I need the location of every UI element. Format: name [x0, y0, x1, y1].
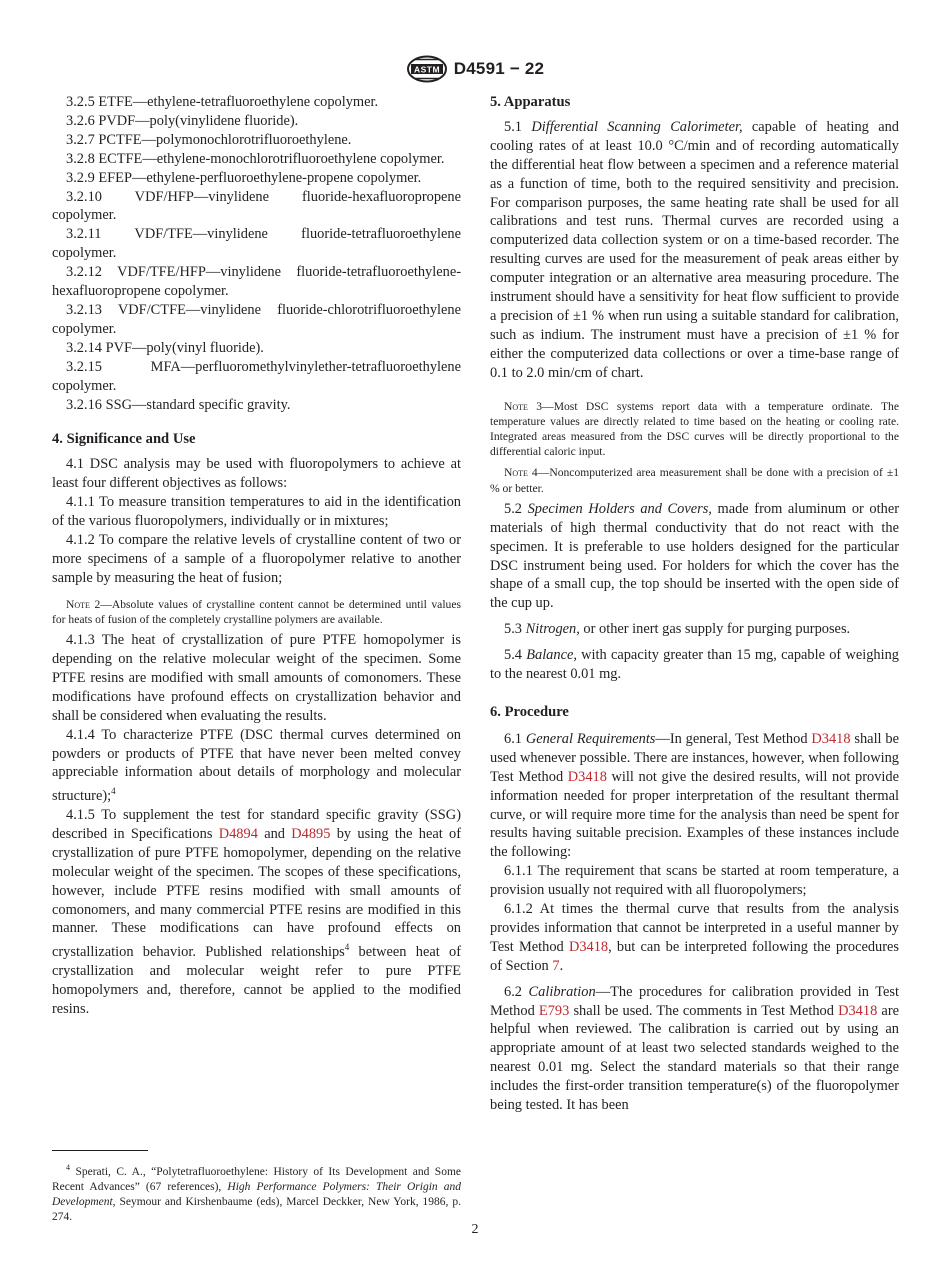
- paragraph-4-1-2: 4.1.2 To compare the relative levels of crystalline content of two or more specimens of a sample of a fluoropolymer relative to another sample by measuring the heat of fusion;: [52, 531, 461, 586]
- definition-3-2-10: 3.2.10 VDF/HFP—vinylidene fluoride-hexafluoropropene copolymer.: [52, 188, 461, 224]
- link-d4895[interactable]: D4895: [291, 825, 331, 842]
- section-4-heading: 4. Significance and Use: [52, 431, 196, 448]
- paragraph-5-3: [490, 620, 899, 639]
- link-d3418[interactable]: D3418: [838, 1002, 878, 1019]
- footnote-ref: 4: [344, 942, 350, 953]
- definition-3-2-15: 3.2.15 MFA—perfluoromethylvinylether-tetrafluoroethylene copolymer.: [52, 358, 461, 394]
- note-2-label: Note 2: [66, 597, 101, 611]
- paragraph-text-3: are helpful when reviewed. The calibration is carried out by using an appropriate amount of at least two selected standards weighed to the nearest 0.01 mg. Select the standard materials so that their range includes the first-order transition temperature(s) of the fluoropolymer being tested. It has been: [490, 1002, 899, 1114]
- paragraph-number: 5.4: [504, 647, 527, 664]
- spacer: [490, 976, 899, 983]
- paragraph-text: 6.1.2 At times the thermal curve that results from the analysis provides information that cannot be interpreted in a useful manner by Test Method: [490, 901, 899, 955]
- term: Nitrogen,: [525, 621, 580, 638]
- footnote-ref: 4: [111, 786, 116, 797]
- footnote-title: High Performance Polymers: Their Origin and Development: [52, 1181, 461, 1209]
- and-text: and: [257, 825, 292, 842]
- page-header: [0, 54, 950, 84]
- paragraph-text-2: shall be used. The comments in Test Method: [569, 1002, 839, 1019]
- paragraph-6-1-1: 6.1.1 The requirement that scans be started at room temperature, a provision usually not required with all fluoropolymers;: [490, 863, 899, 899]
- paragraph-number: 6.1: [504, 730, 526, 747]
- paragraph-4-1-5: [52, 806, 461, 1019]
- definition-3-2-11: 3.2.11 VDF/TFE—vinylidene fluoride-tetrafluoroethylene copolymer.: [52, 226, 461, 262]
- paragraph-text: made from aluminum or other materials of high thermal conductivity that do not react with the specimen. It is preferable to use holders designed for the particular DSC instrument being used. For holders for which the cover has the shape of a small cup, the top should be inserted with the open side of the cup up.: [490, 500, 899, 612]
- term: Calibration: [528, 983, 596, 1000]
- paragraph-text: with capacity greater than 15 mg, capable of weighing to the nearest 0.01 mg.: [490, 647, 899, 683]
- paragraph-number: 6.2: [504, 983, 529, 1000]
- definition-3-2-6: 3.2.6 PVDF—poly(vinylidene fluoride).: [66, 112, 299, 129]
- definition-3-2-14: 3.2.14 PVF—poly(vinyl fluoride).: [66, 339, 264, 356]
- spacer: [490, 613, 899, 620]
- page-number: 2: [471, 1222, 479, 1237]
- paragraph-number: 5.2: [504, 500, 528, 517]
- term: Specimen Holders and Covers,: [527, 500, 712, 517]
- paragraph-4-1-1: 4.1.1 To measure transition temperatures to aid in the identification of the various fluoropolymers, individually or in mixtures;: [52, 494, 461, 530]
- note-4: [490, 465, 899, 495]
- paragraph-text: —In general, Test Method: [655, 730, 812, 747]
- link-d3418[interactable]: D3418: [811, 730, 851, 747]
- paragraph-number: 5.3: [504, 621, 526, 638]
- link-d4894[interactable]: D4894: [218, 825, 258, 842]
- paragraph-text: capable of heating and cooling rates of at least 10.0 °C/min and of recording automatically the differential heat flow between a specimen and a reference material as a function of time, both to the required sensitivity and precision. For comparison purposes, the same heating rate shall be used for all calibrations and test runs. Thermal curves are recorded using a computerized data collection system or on a time-based recorder. The resulting curves are used for the measurement of peak areas either by computer integration or an alternative area measuring procedure. The instrument should have a sensitivity for heat flow sufficient to provide a precision of ±1 % when run using a suitable standard for calibration, such as indium. The instrument must have a precision of ±1 % for either the computerized data collections or over a time-base range of 0.1 to 2.0 min/cm of chart.: [490, 118, 900, 381]
- note-2: [52, 597, 461, 627]
- svg-text:ASTM: ASTM: [413, 64, 440, 75]
- paragraph-5-2: [490, 500, 899, 613]
- footnote-number: 4: [66, 1163, 70, 1172]
- link-e793[interactable]: E793: [538, 1002, 570, 1019]
- paragraph-text-2: , but can be interpreted following the procedures of Section: [490, 938, 900, 974]
- definition-3-2-16: 3.2.16 SSG—standard specific gravity.: [66, 396, 291, 413]
- term: Balance,: [526, 647, 577, 664]
- paragraph-6-1: [490, 730, 899, 862]
- paragraph-text-2: shall be used whenever possible. There are instances, however, when following Test Method: [490, 730, 899, 785]
- note-3-label: Note 3: [504, 399, 543, 413]
- note-3: [490, 399, 899, 460]
- paragraph-4-1-5-text-2: by using the heat of crystallization of pure PTFE homopolymer, depending on the relative molecular weight of the specimen. The scopes of these specifications, however, include PTFE resins modified with small amounts of comonomers, and many commercial PTFE resins are modified in this manner. These modifications can have profound effects on crystallization behavior. Published relationships: [52, 825, 461, 961]
- definition-3-2-12: 3.2.12 VDF/TFE/HFP—vinylidene fluoride-tetrafluoroethylene-hexafluoropropene copolymer.: [52, 264, 461, 300]
- link-section-7[interactable]: 7: [552, 957, 560, 974]
- footnote-4: [52, 1160, 461, 1226]
- paragraph-4-1: 4.1 DSC analysis may be used with fluoropolymers to achieve at least four different objectives as follows:: [52, 456, 461, 492]
- link-d3418[interactable]: D3418: [568, 938, 609, 955]
- definition-3-2-13: 3.2.13 VDF/CTFE—vinylidene fluoride-chlorotrifluoroethylene copolymer.: [52, 301, 461, 337]
- paragraph-number: 5.1: [504, 118, 532, 135]
- term: Differential Scanning Calorimeter,: [531, 118, 743, 135]
- note-4-text: —Noncomputerized area measurement shall be done with a precision of ±1 % or better.: [490, 466, 899, 495]
- definition-3-2-5: 3.2.5 ETFE—ethylene-tetrafluoroethylene copolymer.: [66, 94, 379, 110]
- paragraph-4-1-5-text: 4.1.5 To supplement the test for standard specific gravity (SSG) described in Specifications: [52, 807, 461, 842]
- definition-3-2-8: 3.2.8 ECTFE—ethylene-monochlorotrifluoroethylene copolymer.: [66, 150, 445, 167]
- left-column: [52, 93, 461, 1019]
- paragraph-5-4: [490, 646, 899, 684]
- link-d3418[interactable]: D3418: [567, 768, 607, 785]
- section-5-heading: 5. Apparatus: [490, 94, 571, 110]
- astm-logo-icon: [406, 55, 448, 83]
- paragraph-text: —The procedures for calibration provided in Test Method: [490, 983, 899, 1019]
- footnote-text-2: , Seymour and Kirshenbaume (eds), Marcel Deckker, New York, 1986, p. 274.: [52, 1196, 461, 1224]
- paragraph-6-1-2: [490, 900, 899, 976]
- paragraph-4-1-4: [52, 726, 461, 806]
- note-3-text: —Most DSC systems report data with a temperature ordinate. The temperature values are directly related to time based on the heating or cooling rate. Integrated areas measured from the DSC curves will be directly proportional to the differential caloric input.: [490, 399, 899, 459]
- term: General Requirements: [525, 730, 656, 747]
- definition-3-2-7: 3.2.7 PCTFE—polymonochlorotrifluoroethylene.: [66, 131, 352, 148]
- note-4-label: Note 4: [504, 466, 538, 480]
- footnote-text: Sperati, C. A., “Polytetrafluoroethylene: History of Its Development and Some Recent Advances” (67 references),: [52, 1165, 461, 1194]
- paragraph-5-1: [490, 118, 899, 383]
- section-6-heading: 6. Procedure: [490, 703, 569, 720]
- spacer: [490, 639, 899, 646]
- paragraph-6-2: [490, 983, 899, 1115]
- right-column: [490, 93, 899, 1115]
- paragraph-text: or other inert gas supply for purging purposes.: [579, 621, 851, 638]
- footnote-divider: [52, 1150, 148, 1151]
- paragraph-4-1-5-text-3: between heat of crystallization and molecular weight refer to pure PTFE homopolymers and, therefore, cannot be applied to the modified resins.: [52, 944, 461, 1017]
- paragraph-text-3: will not give the desired results, will not provide information needed for proper interpretation of the resultant thermal curve, or will require more time for the analysis than need be spent for results having suitable precision. Examples of these instances include the following:: [490, 768, 899, 861]
- paragraph-text-3: .: [559, 957, 564, 974]
- paragraph-4-1-4-text: 4.1.4 To characterize PTFE (DSC thermal curves determined on powders or products of PTFE that have never been melted convey appreciable information about details of morphology and molecular structure);: [52, 726, 461, 805]
- note-2-text: —Absolute values of crystalline content cannot be determined until values for heats of fusion of the completely crystalline polymers are available.: [52, 597, 461, 626]
- definition-3-2-9: 3.2.9 EFEP—ethylene-perfluoroethylene-propene copolymer.: [66, 169, 422, 186]
- paragraph-4-1-3: 4.1.3 The heat of crystallization of pure PTFE homopolymer is depending on the relative molecular weight of the specimen. Some PTFE resins are modified with small amounts of comonomers. These modifications have profound effects on crystallization behavior and shall be considered when evaluating the results.: [52, 632, 461, 724]
- standard-designation: D4591 − 22: [453, 59, 545, 78]
